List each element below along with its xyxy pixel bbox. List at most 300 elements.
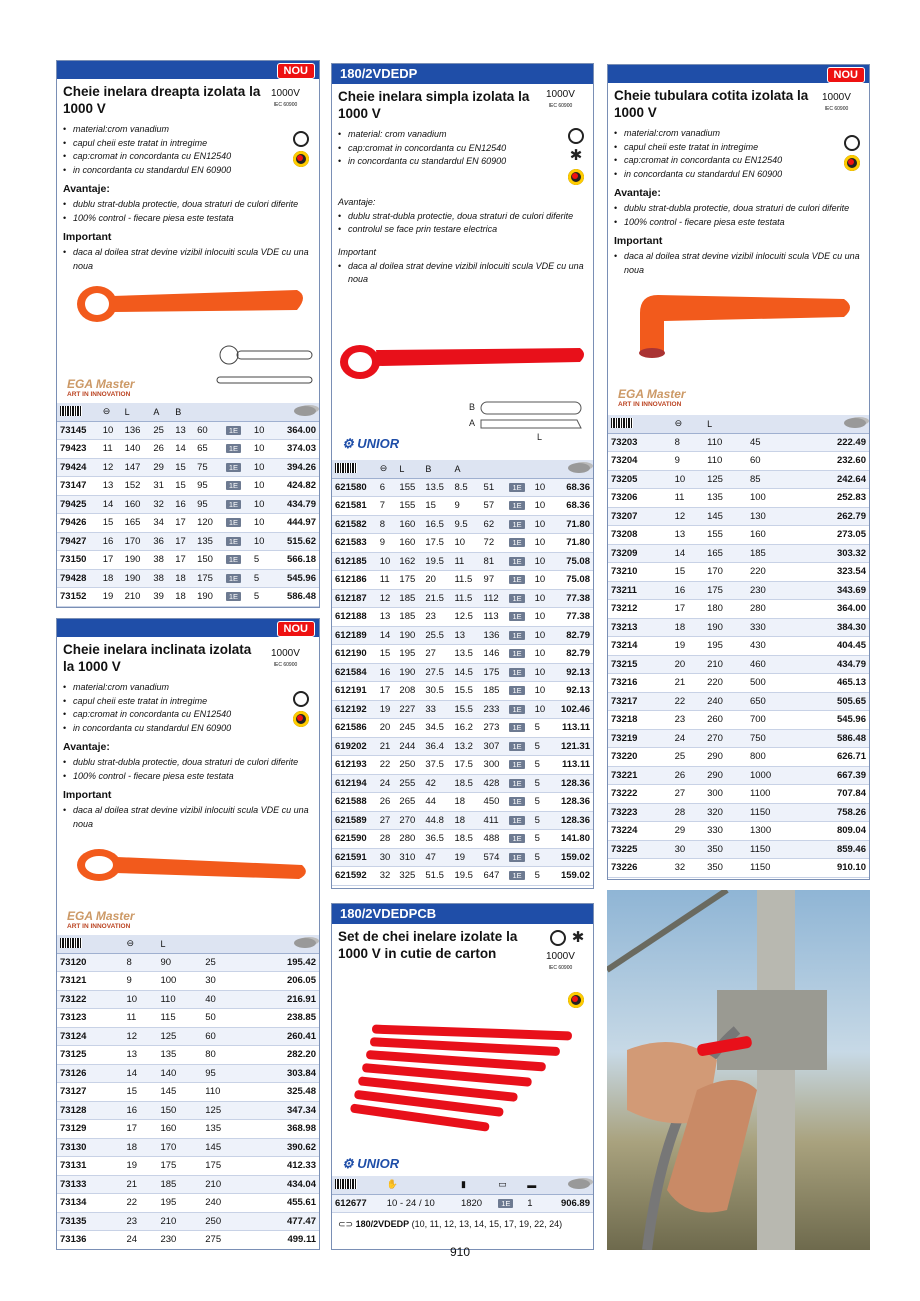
pack-badge: 1E [226,518,241,527]
cell-code: 73129 [57,1120,123,1139]
cell-value: 140 [122,440,151,459]
bullet-item: • capul cheii este tratat in intregime [63,695,313,709]
cell-value: 22 [672,692,705,711]
col-size-icon: ⊖ [100,403,122,421]
important-list [57,246,319,273]
cert-1000v [822,93,851,114]
single-ring-wrench-image [336,336,591,386]
brand-name: UNIOR [357,436,400,451]
cell-value: 10 [532,589,552,608]
pack-badge: 1E [509,705,524,714]
cell-value: 15.5 [451,700,480,719]
table-row [608,544,869,563]
col-header: B [172,403,194,421]
table-header [332,1176,593,1194]
chrome-finish-icon [568,169,584,185]
cell-code: 73203 [608,433,672,452]
cell-value: 36.4 [422,737,451,756]
important-heading: Important [63,231,112,243]
dimension-drawing [467,398,587,442]
cell-code: 621583 [332,534,377,553]
table-row [608,581,869,600]
cell-pack [506,478,531,497]
table-header [608,415,869,433]
cell-value: 195 [157,1194,202,1213]
cell-price: 364.00 [800,600,869,619]
cell-value: 190 [194,588,223,607]
cell-value: 10 [532,478,552,497]
cert-std: IEC 60900 [548,103,573,109]
cell-value: 19 [451,848,480,867]
cell-value: 10 [377,552,397,571]
important-heading: Important [63,789,112,801]
cell-price: 262.79 [800,507,869,526]
cell-price: 260.41 [247,1027,319,1046]
cell-value: 10 [532,663,552,682]
cell-code: 73211 [608,581,672,600]
cell-value: 60 [194,421,223,440]
cell-value: 145 [202,1138,247,1157]
cell-value: 190 [396,663,422,682]
cell-value: 18 [123,1138,157,1157]
cell-value: 21 [377,737,397,756]
cell-value: 16 [123,1101,157,1120]
brand-tag: ART IN INNOVATION [67,923,131,930]
pack-badge: 1E [509,853,524,862]
col-barcode [608,415,672,433]
pack-badge: 1E [226,463,241,472]
cell-code: 621586 [332,719,377,738]
cell-value: 17.5 [451,756,480,775]
cell-value: 411 [481,811,507,830]
dim-l: L [537,432,543,442]
brand-tag: ART IN INNOVATION [618,401,682,408]
table-row [332,663,593,682]
cell-value: 13 [377,608,397,627]
cell-value: 18 [672,618,705,637]
cell-value: 210 [157,1212,202,1231]
cell-value: 29 [150,458,172,477]
panel-header [332,64,593,84]
cert-std: IEC 60900 [548,965,573,971]
bullet-item: • dublu strat-dubla protectie, doua straturi de culori diferite [614,202,863,216]
product-title: Cheie tubulara cotita izolata la 1000 V [614,88,809,120]
table-row [57,532,319,551]
cell-value: 11 [672,489,705,508]
cell-value: 230 [747,581,800,600]
cell-code: 73145 [57,421,100,440]
cell-value: 10 [451,534,480,553]
cell-value: 245 [396,719,422,738]
cell-value: 240 [202,1194,247,1213]
cell-value: 125 [202,1101,247,1120]
cell-price: 667.39 [800,766,869,785]
cell-code: 612188 [332,608,377,627]
cell-value: 10 [251,440,273,459]
pack-badge: 1E [509,723,524,732]
cell-value: 9.5 [451,515,480,534]
table-row [608,637,869,656]
cell-value: 180 [704,600,747,619]
cell-value: 300 [481,756,507,775]
cell-code: 73134 [57,1194,123,1213]
cell-value: 280 [396,830,422,849]
cell-value: 60 [747,452,800,471]
bullet-item: • in concordanta cu standardul EN 60900 [614,168,863,182]
cell-value: 24 [377,774,397,793]
cell-code: 73125 [57,1046,123,1065]
cell-value: 10 [251,421,273,440]
cell-price: 113.11 [551,756,593,775]
cell-price: 626.71 [800,748,869,767]
cell-pack [506,663,531,682]
cell-value: 6 [377,478,397,497]
cell-value: 100 [157,972,202,991]
product-panel-ring-set [331,903,594,1250]
cell-value: 140 [157,1064,202,1083]
table-row [332,497,593,516]
pack-badge: 1E [226,426,241,435]
cell-code: 73204 [608,452,672,471]
cell-price: 141.80 [551,830,593,849]
bullet-item: • controlul se face prin testare electrica [338,223,587,237]
cell-price: 347.34 [247,1101,319,1120]
cell-value: 136 [481,626,507,645]
cell-value: 28 [672,803,705,822]
features-list [57,123,319,177]
cell-value: 11.5 [451,589,480,608]
cell-value: 26 [150,440,172,459]
cell-code: 73123 [57,1009,123,1028]
col-barcode [57,935,123,953]
bullet-item: • dublu strat-dubla protectie, doua straturi de culori diferite [63,198,313,212]
cell-price: 906.89 [545,1194,593,1213]
cell-code: 73217 [608,692,672,711]
pack-badge: 1E [509,612,524,621]
cell-value: 30 [377,848,397,867]
product-title: Set de chei inelare izolate la 1000 V in cutie de carton [338,929,518,961]
features-list [332,128,593,169]
table-row [332,682,593,701]
socket-wrench-image [624,283,859,363]
table-row [608,803,869,822]
important-heading: Important [338,246,377,257]
cell-value: 23 [672,711,705,730]
cell-code: 73214 [608,637,672,656]
cell-value: 21.5 [422,589,451,608]
cell-price: 412.33 [247,1157,319,1176]
cell-pack [223,532,251,551]
table-row [608,785,869,804]
cell-value: 95 [194,495,223,514]
cell-pack [506,737,531,756]
advantages-heading: Avantaje: [63,741,110,753]
table-row [332,867,593,886]
cell-pack [223,421,251,440]
cell-code: 73152 [57,588,100,607]
cell-value: 7 [377,497,397,516]
cell-value: 185 [396,608,422,627]
cell-value: 175 [704,581,747,600]
cell-code: 73208 [608,526,672,545]
cell-value: 647 [481,867,507,886]
cell-value: 17 [172,532,194,551]
col-header: L [396,460,422,478]
table-row [57,1231,319,1250]
cell-value: 20 [422,571,451,590]
cell-value: 12 [377,589,397,608]
cell-value: 13 [672,526,705,545]
cell-value: 330 [704,822,747,841]
cert-label: 1000V [546,89,575,100]
cell-value: 310 [396,848,422,867]
cell-code: 73223 [608,803,672,822]
cell-price: 68.36 [551,478,593,497]
cell-value: 11 [451,552,480,571]
cell-value: 15 [123,1083,157,1102]
cell-value: 10 [123,990,157,1009]
cell-code: 612190 [332,645,377,664]
cell-value: 17 [172,551,194,570]
cell-value: 270 [704,729,747,748]
cell-value: 95 [202,1064,247,1083]
usage-photo [607,890,870,1250]
cell-price: 159.02 [551,867,593,886]
table-row [332,719,593,738]
table-row [332,515,593,534]
advantages-list [332,210,593,237]
cell-value: 160 [157,1120,202,1139]
cell-price: 404.45 [800,637,869,656]
cell-value: 30.5 [422,682,451,701]
table-row [608,433,869,452]
cell-code: 612185 [332,552,377,571]
cell-price: 455.61 [247,1194,319,1213]
cell-pack [223,458,251,477]
pack-badge: 1E [226,555,241,564]
table-row [57,551,319,570]
cell-value: 10 [100,421,122,440]
cell-value: 307 [481,737,507,756]
panel-header [57,61,319,79]
cell-value: 170 [122,532,151,551]
cell-value: 227 [396,700,422,719]
cell-value: 10 [532,497,552,516]
cell-value: 11.5 [451,571,480,590]
cell-value: 18.5 [451,774,480,793]
pack-badge: 1E [509,742,524,751]
table-row [57,588,319,607]
cell-code: 612191 [332,682,377,701]
cell-value: 170 [704,563,747,582]
table-row [332,830,593,849]
table-row [332,534,593,553]
cell-value: 24 [123,1231,157,1250]
cell-value: 220 [704,674,747,693]
cell-price: 121.31 [551,737,593,756]
cell-price: 586.48 [800,729,869,748]
cell-code: 79428 [57,569,100,588]
table-row [332,552,593,571]
cell-value: 190 [704,618,747,637]
cell-value: 16 [672,581,705,600]
cell-code: 612194 [332,774,377,793]
pack-badge: 1E [509,557,524,566]
cell-value: 5 [532,737,552,756]
cell-price: 384.30 [800,618,869,637]
cell-price: 368.98 [247,1120,319,1139]
cell-value: 25.5 [422,626,451,645]
cell-code: 73219 [608,729,672,748]
cell-value: 34.5 [422,719,451,738]
cell-pack [223,440,251,459]
table-row [332,737,593,756]
bullet-item: • in concordanta cu standardul EN 60900 [63,722,313,736]
cell-value: 5 [532,774,552,793]
advantages-heading: Avantaje: [338,196,376,207]
important-heading: Important [614,235,663,247]
weight-icon: ▮ [458,1176,495,1194]
table-row [57,477,319,496]
cell-value: 22 [377,756,397,775]
cell-value: 38 [150,569,172,588]
cell-code: 79423 [57,440,100,459]
cell-value: 51 [481,478,507,497]
cell-code: 73206 [608,489,672,508]
cell-value: 42 [422,774,451,793]
cell-price: 71.80 [551,534,593,553]
cell-value: 10 [532,626,552,645]
cell-price: 128.36 [551,811,593,830]
pack-badge: 1E [226,574,241,583]
cell-value: 19 [100,588,122,607]
pack-badge: 1E [509,871,524,880]
cell-pack [506,682,531,701]
cell-value: 135 [202,1120,247,1139]
advantages-heading: Avantaje: [63,183,110,195]
cell-value: 1150 [747,803,800,822]
cell-value: 110 [704,452,747,471]
cell-pack [506,774,531,793]
cell-value: 110 [202,1083,247,1102]
cell-value: 185 [157,1175,202,1194]
features-list [608,127,869,181]
cell-value: 62 [481,515,507,534]
cell-value: 190 [122,551,151,570]
cell-code: 79425 [57,495,100,514]
cell-value: 208 [396,682,422,701]
cell-value: 300 [704,785,747,804]
cell-value: 190 [122,569,151,588]
cell-code: 621588 [332,793,377,812]
cell-value: 95 [194,477,223,496]
cell-value: 17.5 [422,534,451,553]
table-row [332,811,593,830]
cell-value: 15 [672,563,705,582]
new-badge: NOU [277,621,315,637]
cell-price: 477.47 [247,1212,319,1231]
cell-code: 73205 [608,470,672,489]
cell-value: 13.5 [422,478,451,497]
usage-photo-illustration [607,890,870,1250]
product-panel-straight-ring [56,60,320,608]
pack-badge: 1E [509,779,524,788]
cell-value: 185 [481,682,507,701]
cell-value: 72 [481,534,507,553]
table-row [57,569,319,588]
table-row [332,626,593,645]
dim-b: B [469,402,476,412]
egamaster-logo [618,387,686,408]
cell-price: 102.46 [551,700,593,719]
cell-value: 33 [422,700,451,719]
cell-value: 50 [202,1009,247,1028]
dimension-drawing [207,343,317,393]
barcode-icon [60,938,82,948]
product-code: 180/2VDEDPCB [340,906,437,921]
cell-code: 73121 [57,972,123,991]
cell-code: 612193 [332,756,377,775]
cell-value: 280 [747,600,800,619]
barcode-icon [60,406,82,416]
cell-pack [506,515,531,534]
cell-price: 195.42 [247,953,319,972]
pack-badge: 1E [509,594,524,603]
cell-value: 5 [532,719,552,738]
table-header [57,403,319,421]
cell-code: 612677 [332,1194,384,1213]
bullet-item: • daca al doilea strat devine vizibil inlocuiti scula VDE cu una noua [63,804,313,831]
cell-pack [506,497,531,516]
table-row [332,1194,593,1213]
cell-value: 15 [172,458,194,477]
cell-pack [223,514,251,533]
cell-value: 23 [123,1212,157,1231]
col-header: A [451,460,480,478]
cell-value: 12 [100,458,122,477]
cell-pack [506,589,531,608]
table-header [332,460,593,478]
cell-value: 500 [747,674,800,693]
cell-code: 73124 [57,1027,123,1046]
offset-ring-wrench-image [67,837,312,892]
cell-value: 160 [396,534,422,553]
price-icon [568,1179,590,1189]
cell-value: 31 [150,477,172,496]
cell-value: 10 [251,495,273,514]
cell-value: 15 [422,497,451,516]
table-row [57,972,319,991]
product-table [57,403,319,607]
cell-value: 1150 [747,840,800,859]
chrome-finish-icon [568,992,584,1008]
content-code: 180/2VDEDP [355,1219,410,1229]
col-price [800,415,869,433]
table-row [57,1064,319,1083]
cell-value: 13 [451,626,480,645]
cell-price: 75.08 [551,571,593,590]
cell-price: 252.83 [800,489,869,508]
cell-code: 621590 [332,830,377,849]
bullet-item: • dublu strat-dubla protectie, doua straturi de culori diferite [63,756,313,770]
pack-badge: 1E [226,481,241,490]
cell-value: 275 [202,1231,247,1250]
cell-value: 1300 [747,822,800,841]
cell-value: 32 [672,859,705,878]
unior-logo: ⚙ UNIOR [342,436,400,451]
cell-price: 390.62 [247,1138,319,1157]
cell-value: 155 [396,497,422,516]
